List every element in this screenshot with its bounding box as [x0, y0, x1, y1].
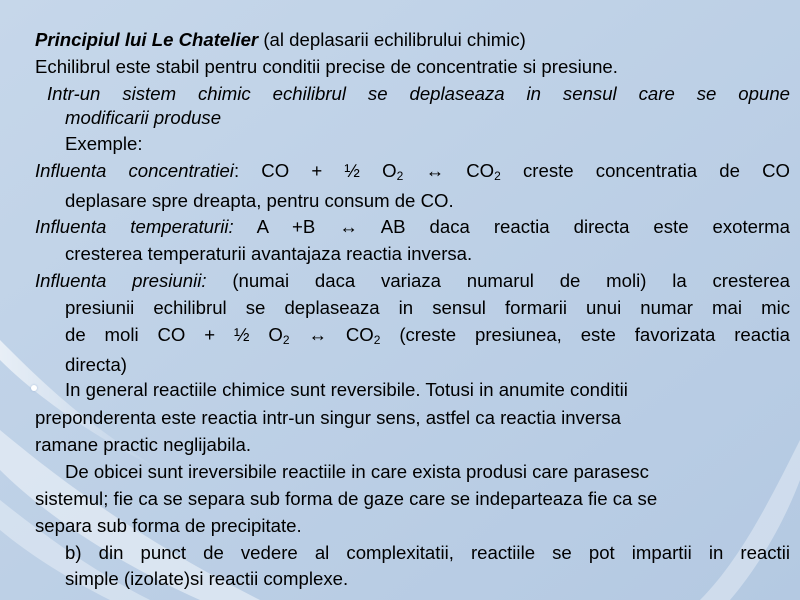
slide-title	[35, 29, 526, 51]
pressure-line-4: directa)	[65, 354, 128, 375]
concentration-line-1: Influenta concentratiei: CO + ½ $O_2$ ↔ $CO_2$ creste concentratia de CO	[35, 160, 791, 183]
principle-line-2: modificarii produse	[65, 107, 222, 128]
examples-label: Exemple:	[65, 133, 143, 154]
temperature-label: Influenta temperaturii:	[35, 216, 234, 237]
pressure-label: Influenta presiunii:	[35, 270, 207, 291]
irreversible-line-3: separa sub forma de precipitate.	[35, 515, 302, 536]
reversible-line-1: In general reactiile chimice sunt reversibile. Totusi in anumite conditii	[65, 379, 628, 400]
irreversible-line-1: De obicei sunt ireversibile reactiile in care exista produsi care parasesc	[65, 461, 649, 482]
equilibrium-arrow: ↔	[425, 160, 445, 181]
concentration-equation: CO + ½ $O_2$	[261, 160, 404, 183]
stable-equilibrium-line: Echilibrul este stabil pentru conditii precise de concentratie si presiune.	[35, 56, 618, 77]
concentration-label: Influenta concentratiei	[35, 160, 234, 181]
bullet-dot	[31, 385, 37, 391]
pressure-line-2: presiunii echilibrul se deplaseaza in sensul formarii unui numar mai mic	[65, 297, 790, 318]
complexity-line-1: b) din punct de vedere al complexitatii, reactiile se pot impartii in reactii	[65, 542, 790, 563]
title-subtitle: (al deplasarii echilibrului chimic)	[258, 29, 526, 50]
reversible-line-2: preponderenta este reactia intr-un singur sens, astfel ca reactia inversa	[35, 407, 622, 428]
title-principle-name: Principiul lui Le Chatelier	[35, 29, 259, 50]
principle-line-1: Intr-un sistem chimic echilibrul se deplaseaza in sensul care se opune	[47, 83, 790, 104]
temperature-line-1: Influenta temperaturii: A +B ↔ AB daca reactia directa este exoterma	[35, 216, 791, 237]
concentration-line-2: deplasare spre dreapta, pentru consum de CO.	[65, 190, 454, 211]
complexity-line-2: simple (izolate)si reactii complexe.	[65, 568, 349, 589]
equilibrium-arrow: ↔	[308, 324, 327, 345]
temperature-equation: A +B ↔ AB	[256, 216, 406, 237]
temperature-line-2: cresterea temperaturii avantajaza reactia inversa.	[65, 243, 473, 264]
pressure-line-3: de moli CO + ½ $O_2$ ↔ $CO_2$ (creste presiunea, este favorizata reactia	[65, 324, 791, 347]
irreversible-line-2: sistemul; fie ca se separa sub forma de gaze care se indeparteaza fie ca se	[35, 488, 658, 509]
reversible-line-3: ramane practic neglijabila.	[35, 434, 252, 455]
pressure-line-1: Influenta presiunii: (numai daca variaza numarul de moli) la cresterea	[35, 270, 790, 291]
